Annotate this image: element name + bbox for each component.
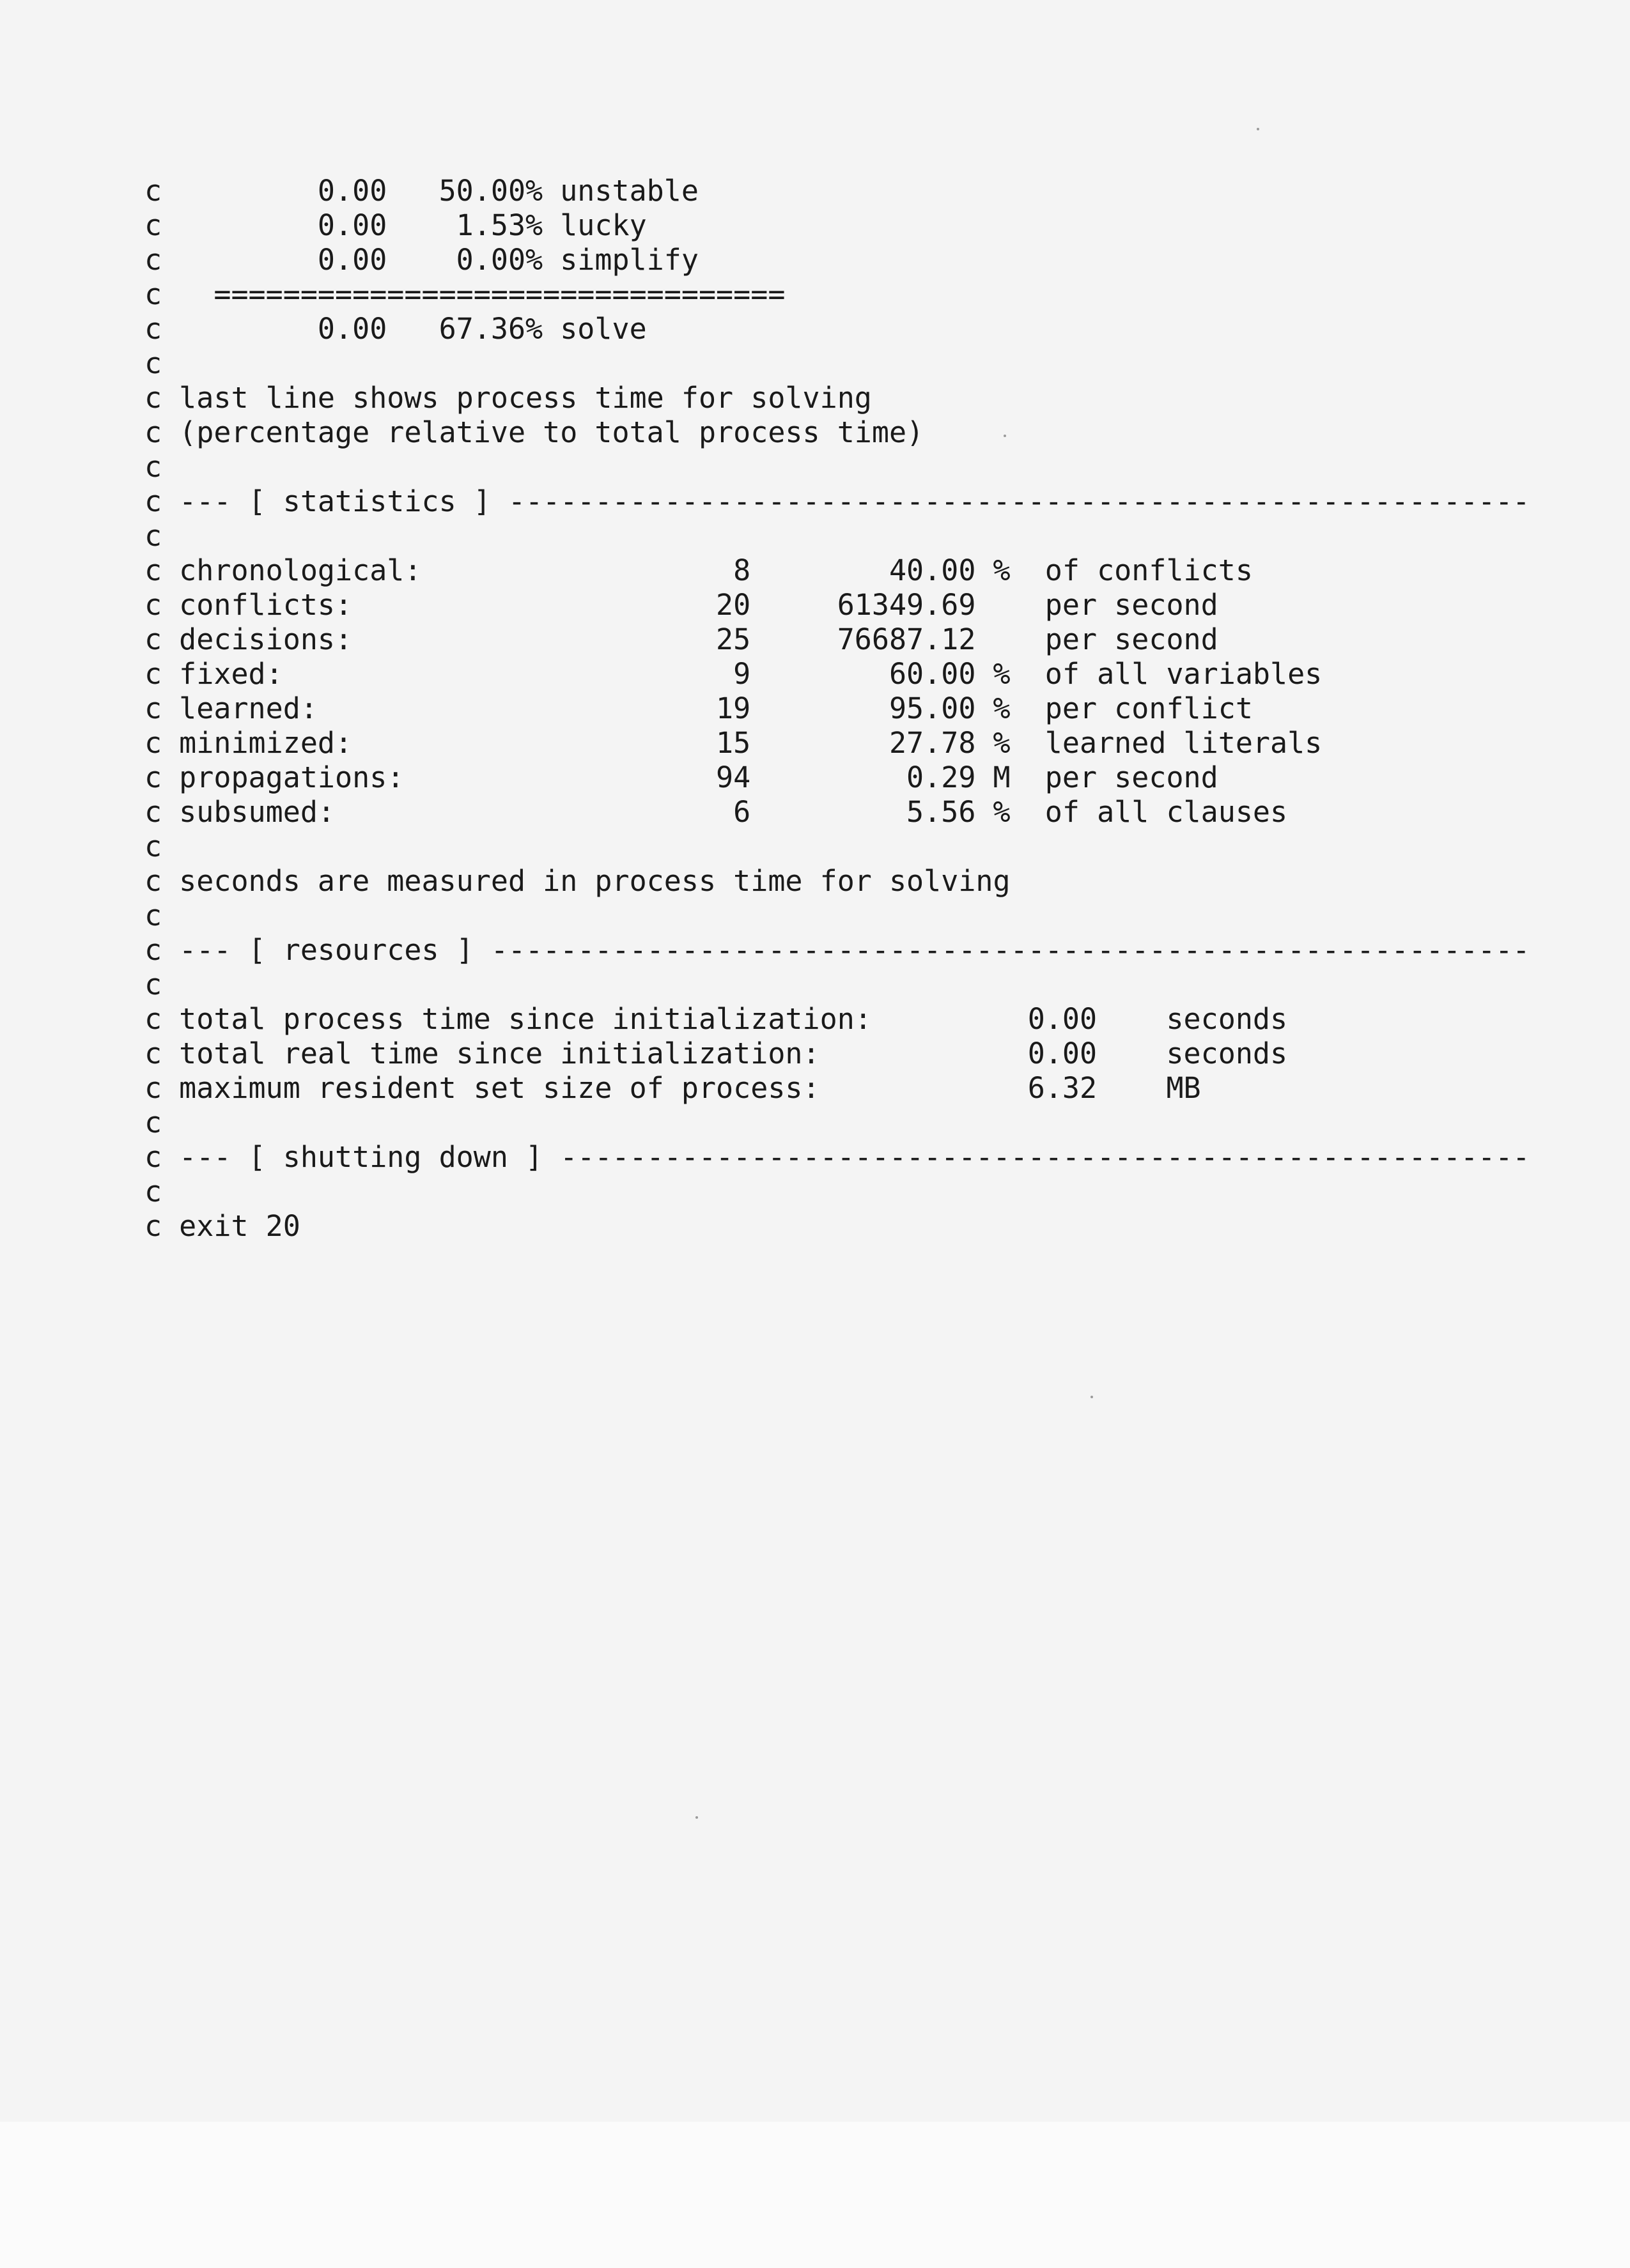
timing-line-lucky: c 0.00 1.53% lucky <box>144 208 647 242</box>
scan-speck <box>695 1816 698 1819</box>
resource-row-process-time: c total process time since initialization: 0.00 seconds <box>144 1002 1288 1036</box>
stat-row-learned: c learned: 19 95.00 % per conflict <box>144 691 1253 725</box>
comment-blank-line: c <box>144 899 162 932</box>
stat-row-fixed: c fixed: 9 60.00 % of all variables <box>144 657 1323 691</box>
timing-line-simplify: c 0.00 0.00% simplify <box>144 243 699 277</box>
stat-row-propagations: c propagations: 94 0.29 M per second <box>144 760 1218 794</box>
comment-blank-line: c <box>144 829 162 863</box>
exit-line: c exit 20 <box>144 1209 300 1243</box>
stat-row-minimized: c minimized: 15 27.78 % learned literals <box>144 726 1323 760</box>
note-line-seconds: c seconds are measured in process time for solving <box>144 864 1011 898</box>
statistics-section-header: c --- [ statistics ] ----------------------------------------------------------- <box>144 484 1530 518</box>
note-line-2: c (percentage relative to total process time) <box>144 415 924 449</box>
scan-speck <box>1091 1396 1093 1398</box>
comment-blank-line: c <box>144 346 162 380</box>
comment-blank-line: c <box>144 450 162 484</box>
separator-line: c ================================= <box>144 277 786 311</box>
comment-blank-line: c <box>144 1106 162 1139</box>
timing-line-solve: c 0.00 67.36% solve <box>144 312 647 346</box>
shutdown-section-header: c --- [ shutting down ] -------------------------------------------------------- <box>144 1140 1530 1174</box>
resources-section-header: c --- [ resources ] ------------------------------------------------------------ <box>144 933 1530 967</box>
scan-speck <box>1004 435 1006 437</box>
solver-output-listing <box>144 174 1530 1244</box>
comment-blank-line: c <box>144 968 162 1001</box>
note-line-1: c last line shows process time for solving <box>144 381 872 415</box>
timing-line-unstable: c 0.00 50.00% unstable <box>144 174 699 208</box>
scan-bottom-margin <box>0 2122 1630 2268</box>
comment-blank-line: c <box>144 519 162 553</box>
stat-row-subsumed: c subsumed: 6 5.56 % of all clauses <box>144 795 1288 829</box>
scan-speck <box>1257 128 1259 130</box>
resource-row-real-time: c total real time since initialization: 0.00 seconds <box>144 1037 1288 1070</box>
resource-row-memory: c maximum resident set size of process: 6.32 MB <box>144 1071 1201 1105</box>
comment-blank-line: c <box>144 1175 162 1208</box>
stat-row-decisions: c decisions: 25 76687.12 per second <box>144 622 1218 656</box>
stat-row-conflicts: c conflicts: 20 61349.69 per second <box>144 588 1218 622</box>
stat-row-chronological: c chronological: 8 40.00 % of conflicts <box>144 553 1253 587</box>
